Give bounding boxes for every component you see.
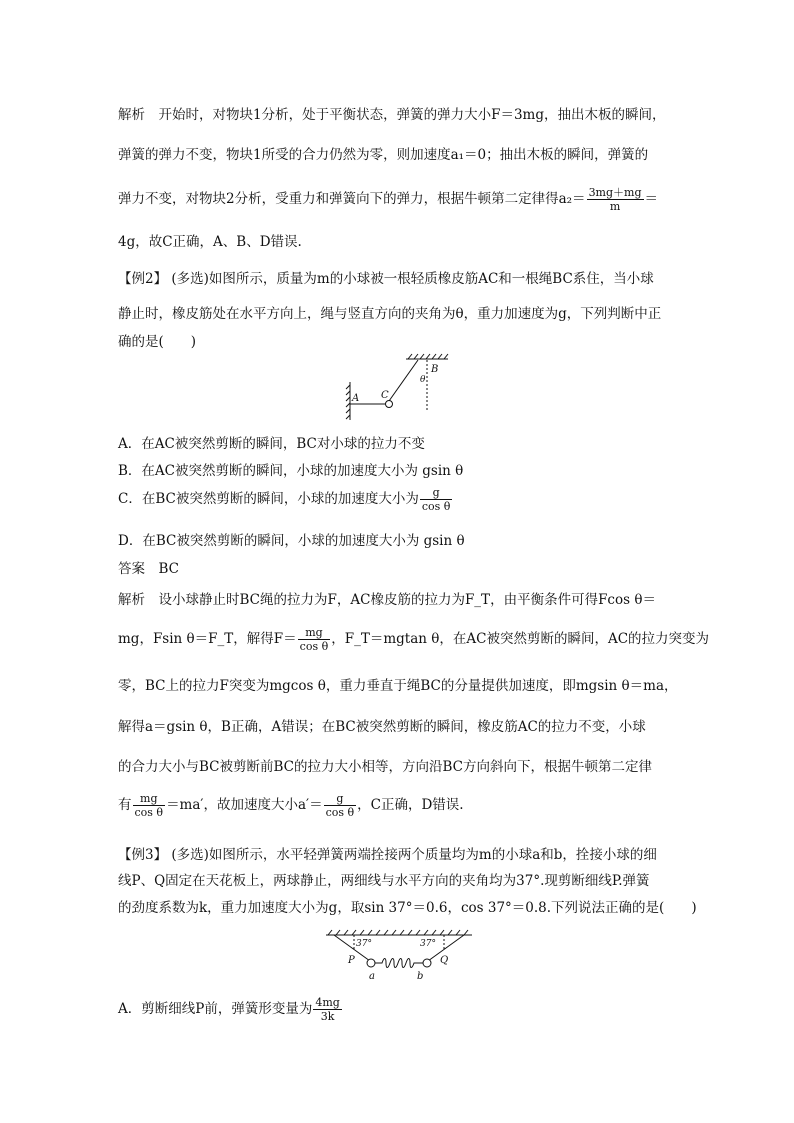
ex2-option-d: D．在BC被突然剪断的瞬间，小球的加速度大小为 gsin θ <box>118 533 465 549</box>
sol2-line-2-text: mg，Fsin θ＝F_T，解得F＝ <box>118 631 297 647</box>
ceiling-hatch <box>406 354 448 359</box>
fraction-option-c <box>420 486 453 513</box>
sol2-line-6-mid: ＝ma′，故加速度大小a′＝ <box>166 797 323 813</box>
fraction-accel <box>324 792 357 819</box>
fraction-option-a <box>313 996 341 1023</box>
p1-line-1: 解析 开始时，对物块1分析，处于平衡状态，弹簧的弹力大小F＝3mg，抽出木板的瞬间， <box>118 107 666 123</box>
sol2-line-6 <box>118 792 464 819</box>
sol2-line-2-rest: ，F_T＝mgtan θ，在AC被突然剪断的瞬间，AC的拉力突变为 <box>331 631 710 647</box>
ex2-line-2: 静止时，橡皮筋处在水平方向上，绳与竖直方向的夹角为θ，重力加速度为g，下列判断中正 <box>118 306 662 322</box>
fraction-a2-den: m <box>609 200 621 213</box>
angle-right-label: 37° <box>420 939 436 949</box>
rope-bc <box>389 360 418 401</box>
p1-line-3-eq: ＝ <box>644 191 659 207</box>
fraction-accel-num: g <box>324 792 357 806</box>
ex3-line-1: 【例3】 (多选)如图所示，水平轻弹簧两端拴接两个质量均为m的小球a和b，拴接小球的细 <box>118 847 657 863</box>
label-c: C <box>381 390 389 401</box>
p1-line-3 <box>118 186 658 213</box>
ball-b <box>423 959 431 967</box>
fraction-option-c-den: cos θ <box>421 500 451 513</box>
ex2-option-c-text: C．在BC被突然剪断的瞬间，小球的加速度大小为 <box>118 491 419 507</box>
sol2-line-1: 解析 设小球静止时BC绳的拉力为F，AC橡皮筋的拉力为F_T，由平衡条件可得Fcos θ＝ <box>118 592 656 608</box>
label-b: B <box>431 364 439 375</box>
label-theta: θ <box>420 375 426 385</box>
ceiling-hatch <box>326 930 472 935</box>
ex3-option-a <box>118 996 343 1023</box>
p1-line-4: 4g，故C正确，A、B、D错误. <box>118 234 302 250</box>
label-p: P <box>348 955 355 966</box>
fraction-ma <box>133 792 166 819</box>
ex2-option-b: B．在AC被突然剪断的瞬间，小球的加速度大小为 gsin θ <box>118 463 464 479</box>
ex3-figure <box>324 927 474 983</box>
label-a: A <box>352 393 360 404</box>
ball <box>386 401 393 408</box>
ex3-line-2: 线P、Q固定在天花板上，两球静止，两细线与水平方向的夹角均为37°.现剪断细线P.弹簧 <box>118 873 650 889</box>
fraction-a2 <box>587 186 644 213</box>
fraction-f-num: mg <box>298 626 331 640</box>
label-q: Q <box>440 955 449 966</box>
p1-line-2: 弹簧的弹力不变，物块1所受的合力仍然为零，则加速度a₁＝0；抽出木板的瞬间，弹簧的 <box>118 147 649 163</box>
sol2-line-2 <box>118 626 709 653</box>
ball-a <box>367 959 375 967</box>
label-b: b <box>417 971 424 982</box>
fraction-ma-den: cos θ <box>134 806 164 819</box>
sol2-line-6-text: 有 <box>118 797 132 813</box>
ex3-line-3: 的劲度系数为k，重力加速度大小为g，取sin 37°＝0.6，cos 37°＝0.8.下列说法正确的是( ) <box>118 900 697 916</box>
sol2-line-4: 解得a＝gsin θ，B正确，A错误；在BC被突然剪断的瞬间，橡皮筋AC的拉力不变，小球 <box>118 719 646 735</box>
spring <box>374 959 424 968</box>
p1-line-3-text: 弹力不变，对物块2分析，受重力和弹簧向下的弹力，根据牛顿第二定律得a₂＝ <box>118 191 586 207</box>
ex2-line-1: 【例2】 (多选)如图所示，质量为m的小球被一根轻质橡皮筋AC和一根绳BC系住，当小球 <box>118 271 654 287</box>
sol2-line-3: 零，BC上的拉力F突变为mgcos θ，重力垂直于绳BC的分量提供加速度，即mgsin θ＝ma， <box>118 678 678 694</box>
fraction-option-c-num: g <box>420 486 453 500</box>
sol2-line-6-end: ，C正确，D错误. <box>357 797 464 813</box>
fraction-f <box>298 626 331 653</box>
fraction-a2-num: 3mg＋mg <box>588 186 642 199</box>
ex2-answer: 答案 BC <box>118 561 180 577</box>
ex2-line-3: 确的是( ) <box>118 334 197 350</box>
ex3-option-a-text: A．剪断细线P前，弹簧形变量为 <box>118 1001 313 1017</box>
ex2-option-a: A．在AC被突然剪断的瞬间，BC对小球的拉力不变 <box>118 436 425 452</box>
sol2-line-5: 的合力大小与BC被剪断前BC的拉力大小相等，方向沿BC方向斜向下，根据牛顿第二定律 <box>118 759 653 775</box>
fraction-option-a-num: 4mg <box>315 996 340 1009</box>
wall-hatch <box>346 382 350 420</box>
ex2-figure <box>340 352 460 424</box>
fraction-ma-num: mg <box>133 792 166 806</box>
ex2-option-c <box>118 486 453 513</box>
label-a: a <box>369 971 375 982</box>
fraction-f-den: cos θ <box>299 640 329 653</box>
fraction-accel-den: cos θ <box>325 806 355 819</box>
fraction-option-a-den: 3k <box>320 1010 335 1023</box>
angle-left-label: 37° <box>356 939 372 949</box>
